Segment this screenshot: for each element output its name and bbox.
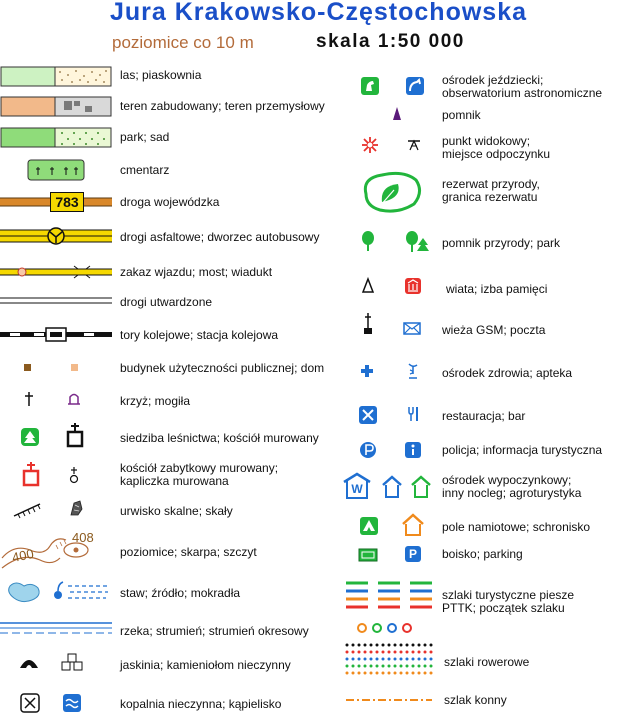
park-icon [404,230,430,254]
restaurant-icon [358,405,378,425]
observatory-icon [405,76,425,96]
bike-trail-dot [364,665,367,668]
bike-trail-dot [388,672,391,675]
health-center-icon [360,364,374,378]
legend-label-police: policja; informacja turystyczna [442,443,603,457]
bike-trail-dot [424,672,427,675]
bike-trail-dot [394,651,397,654]
bike-trail-dot [400,651,403,654]
cave-icon [18,654,40,670]
bike-trail-dot [394,672,397,675]
nature-reserve-icon [358,170,424,216]
bike-trail-dot [412,644,415,647]
forest-sandpit-swatch [0,66,112,87]
bike-trail-dot [412,658,415,661]
legend-label-historic-church: kościół zabytkowy murowany; kapliczka murowana [120,461,279,488]
bike-trail-dot [400,644,403,647]
forestry-office-icon [20,427,40,447]
bike-trail-dot [430,665,433,668]
legend-label-forestry: siedziba leśnictwa; kościół murowany [120,431,319,445]
legend-label-asphalt-road: drogi asfaltowe; dworzec autobusowy [120,230,320,244]
bike-trail-dot [364,658,367,661]
bike-trail-dot [352,665,355,668]
legend-label-paved-road: drogi utwardzone [120,295,213,309]
bike-trail-dot [370,644,373,647]
bike-trail-dot [394,665,397,668]
bar-icon [406,405,420,423]
legend-label-horse: szlak konny [444,693,507,707]
bike-trail-dot [352,644,355,647]
bike-trail-dot [388,651,391,654]
bike-trail-dot [418,665,421,668]
equestrian-center-icon [360,76,380,96]
bike-trail-dot [352,658,355,661]
agritourism-icon [410,475,432,499]
bike-trail-dot [424,644,427,647]
bike-trail-dot [412,651,415,654]
bike-trail-dot [382,644,385,647]
brick-church-icon [64,422,86,450]
legend-label-cliff: urwisko skalne; skały [120,504,233,518]
bike-trail-dot [406,644,409,647]
bike-trail-dot [370,665,373,668]
bike-trail-dot [412,665,415,668]
bike-trail-dot [406,658,409,661]
quarry-icon [60,652,84,672]
contour-label-408: 408 [72,530,94,545]
legend-label-equestrian: ośrodek jeździecki; obserwatorium astronomiczne [442,73,603,100]
legend-label-railway: tory kolejowe; stacja kolejowa [120,328,279,342]
bike-trail-dot [370,651,373,654]
grave-icon [67,392,81,406]
cemetery-swatch [26,158,86,182]
spring-icon [52,580,66,602]
bike-trail-dot [418,672,421,675]
bike-trail-dot [358,665,361,668]
legend-label-voivodeship-road: droga wojewódzka [120,195,220,209]
bike-trail-dot [376,651,379,654]
legend-label-building: budynek użyteczności publicznej; dom [120,361,325,375]
bike-trail-dot [418,658,421,661]
legend-label-river: rzeka; strumień; strumień okresowy [120,624,309,638]
bike-trail-dot [394,644,397,647]
legend-label-nature-monument: pomnik przyrody; park [442,236,561,250]
map-scale: skala 1:50 000 [316,31,465,52]
pond-icon [6,578,42,606]
legend-label-shelter: wiata; izba pamięci [446,282,548,296]
legend-title: Jura Krakowsko-Częstochowska [109,0,528,26]
shelter-icon [362,278,374,294]
legend-label-park: park; sad [120,130,170,144]
legend-label-contours: poziomice; skarpa; szczyt [120,545,257,559]
tourist-info-icon [404,441,422,459]
post-office-icon [403,322,421,336]
legend-label-gsm: wieża GSM; poczta [442,323,546,337]
bike-trail-dot [382,651,385,654]
bike-trail-dot [400,672,403,675]
legend-label-camping: pole namiotowe; schronisko [442,520,591,534]
bridge-line [0,262,112,282]
sports-field-icon [358,548,378,562]
monument-icon [391,106,403,122]
legend-label-cave: jaskinia; kamieniołom nieczynny [120,658,291,672]
legend-label-bike: szlaki rowerowe [444,655,530,669]
viewpoint-icon [361,136,379,154]
bike-trail-dot [430,651,433,654]
bike-trail-dot [388,644,391,647]
cliff-icon [12,500,44,520]
paved-road-line [0,293,112,309]
bike-trail-dot [346,651,349,654]
bike-trail-dot [364,651,367,654]
pharmacy-icon [406,362,420,380]
bathing-area-icon [62,693,82,713]
legend-label-resort: ośrodek wypoczynkowy; inny nocleg; agroturystyka [442,473,582,500]
railway-line [0,324,112,346]
campsite-icon [359,516,379,536]
cross-icon [22,390,36,408]
bike-trail-dot [418,644,421,647]
built-up-swatch [0,96,112,117]
bike-trail-dot [352,672,355,675]
mountain-hut-icon [401,513,425,537]
bike-trail-dot [400,658,403,661]
bike-trail-dot [430,672,433,675]
bike-trail-dot [406,672,409,675]
marsh-icon [66,582,110,602]
legend-label-viewpoint: punkt widokowy; miejsce odpoczynku [442,134,551,161]
bike-trail-dot [424,658,427,661]
legend-label-forest: las; piaskownia [120,68,202,82]
police-icon [359,441,377,459]
bike-trail-dot [346,658,349,661]
legend-label-sport: boisko; parking [442,547,523,561]
bike-trail-dot [430,644,433,647]
legend-label-hiking: szlaki turystyczne piesze PTTK; początek szlaku [442,588,575,615]
bike-trail-dot [376,665,379,668]
house-icon [71,364,78,371]
bike-trail-dot [418,651,421,654]
bike-trail-dot [364,672,367,675]
legend-label-reserve: rezerwat przyrody, granica rezerwatu [442,177,540,204]
bike-trails-lines [344,642,434,678]
legend-label-monument: pomnik [442,108,481,122]
bike-trail-dot [370,658,373,661]
public-building-icon [24,364,31,371]
bike-trail-dot [376,672,379,675]
river-lines [0,620,112,636]
rocks-icon [68,499,84,517]
disused-mine-icon [20,693,40,713]
bike-trail-dot [400,665,403,668]
nature-monument-icon [361,230,375,252]
bike-trail-dot [346,665,349,668]
bike-trail-dot [376,658,379,661]
bike-trail-dot [364,644,367,647]
asphalt-road-line [0,224,112,250]
bike-trail-dot [358,651,361,654]
resort-letter: W [351,482,363,496]
bike-trail-dot [412,672,415,675]
bike-trail-dot [382,665,385,668]
bike-trail-dot [358,644,361,647]
rest-area-icon [406,138,422,152]
legend-label-restaurant: restauracja; bar [442,409,526,423]
hiking-trails-lines [344,580,434,640]
legend-label-cross: krzyż; mogiła [120,394,191,408]
bike-trail-dot [424,665,427,668]
contour-interval: poziomice co 10 m [112,33,254,52]
horse-trail-line [344,694,434,706]
bike-trail-dot [382,658,385,661]
bike-trail-dot [346,672,349,675]
bike-trail-dot [388,665,391,668]
bike-trail-dot [406,665,409,668]
bike-trail-dot [394,658,397,661]
memorial-hall-icon [404,277,422,295]
legend-label-cemetery: cmentarz [120,163,170,177]
bike-trail-dot [358,658,361,661]
legend-label-built-up: teren zabudowany; teren przemysłowy [120,99,325,113]
road-number-badge: 783 [50,192,84,212]
chapel-icon [67,466,81,486]
bike-trail-dot [352,651,355,654]
bike-trail-dot [382,672,385,675]
legend-label-pond: staw; źródło; mokradła [120,586,241,600]
legend-label-health: ośrodek zdrowia; apteka [442,366,573,380]
bike-trail-dot [406,651,409,654]
legend-label-mine: kopalnia nieczynna; kąpielisko [120,697,282,711]
legend-label-bridge: zakaz wjazdu; most; wiadukt [120,265,273,279]
bike-trail-dot [376,644,379,647]
contour-label-400: 400 [10,545,36,566]
gsm-tower-icon [362,312,374,336]
parking-icon: P [405,546,421,562]
bike-trail-dot [346,644,349,647]
historic-church-icon [20,461,42,489]
other-lodging-icon [381,475,403,499]
bike-trail-dot [370,672,373,675]
bike-trail-dot [430,658,433,661]
bike-trail-dot [424,651,427,654]
bike-trail-dot [358,672,361,675]
bike-trail-dot [388,658,391,661]
park-orchard-swatch [0,127,112,148]
